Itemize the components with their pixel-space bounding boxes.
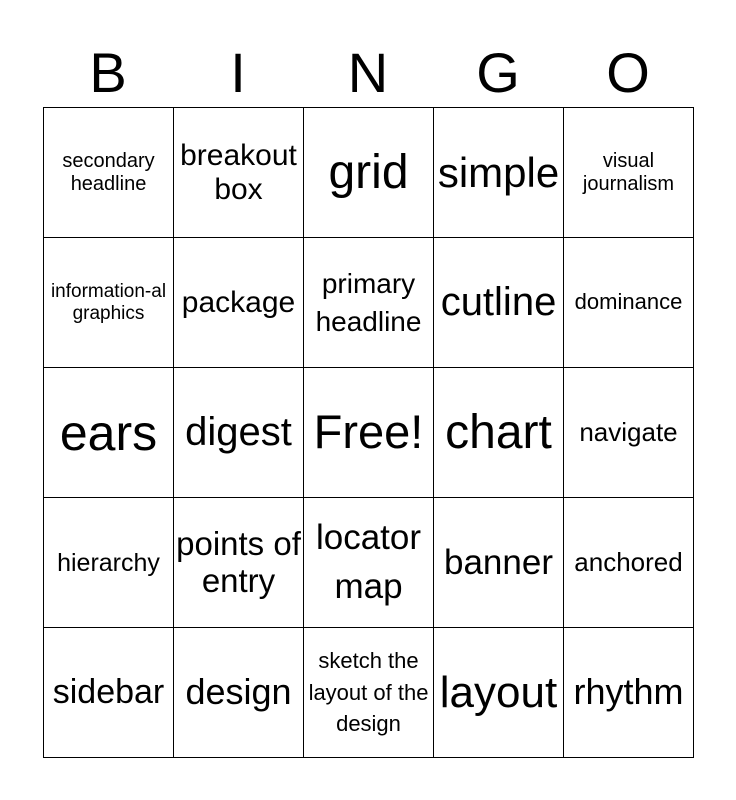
cell-text: anchored [574,546,683,577]
cell-text: grid [328,145,409,199]
header-letter-o: O [606,41,650,104]
bingo-cell[interactable] [304,368,434,498]
header-letter-b: B [89,41,127,104]
cell-text: cutline [440,280,557,325]
cell-text: points of entry [176,524,301,599]
bingo-cell[interactable] [174,238,304,368]
cell-text: visual journalism [582,150,675,195]
cell-text: dominance [574,289,683,315]
cell-text: Free! [313,405,424,459]
bingo-cell[interactable] [174,628,304,758]
bingo-cell[interactable] [304,108,434,238]
bingo-cell[interactable] [174,368,304,498]
cell-text: sketch the layout of the design [308,647,429,737]
bingo-cell[interactable] [564,238,694,368]
bingo-cell[interactable] [304,628,434,758]
cell-text: design [185,671,292,713]
header-letter-n: N [347,41,389,104]
bingo-board [43,107,694,758]
bingo-header [43,40,693,106]
cell-text: information-al graphics [50,281,167,324]
cell-text: banner [444,542,553,582]
bingo-cell[interactable] [434,368,564,498]
bingo-cell[interactable] [174,498,304,628]
cell-text: breakout box [180,138,297,206]
cell-text: rhythm [573,671,684,713]
bingo-cell[interactable] [44,498,174,628]
bingo-cell[interactable] [434,498,564,628]
cell-text: navigate [579,416,678,447]
cell-text: locator map [315,518,422,606]
cell-text: primary headline [315,267,422,337]
bingo-cell[interactable] [434,238,564,368]
cell-text: simple [437,148,560,196]
bingo-cell[interactable] [564,498,694,628]
cell-text: package [181,285,296,319]
bingo-cell[interactable] [174,108,304,238]
bingo-cell[interactable] [564,108,694,238]
bingo-cell[interactable] [304,498,434,628]
cell-text: digest [185,410,292,455]
bingo-cell[interactable] [44,108,174,238]
cell-text: secondary headline [62,150,155,195]
bingo-cell[interactable] [44,628,174,758]
cell-text: chart [445,405,552,459]
header-letter-g: G [476,41,520,104]
cell-text: layout [439,667,558,717]
bingo-cell[interactable] [564,368,694,498]
bingo-cell[interactable] [44,368,174,498]
cell-text: sidebar [52,673,165,712]
bingo-cell[interactable] [564,628,694,758]
bingo-cell[interactable] [434,108,564,238]
cell-text: hierarchy [57,548,160,577]
bingo-cell[interactable] [44,238,174,368]
cell-text: ears [59,404,158,461]
bingo-cell[interactable] [304,238,434,368]
header-letter-i: I [230,41,246,104]
bingo-cell[interactable] [434,628,564,758]
